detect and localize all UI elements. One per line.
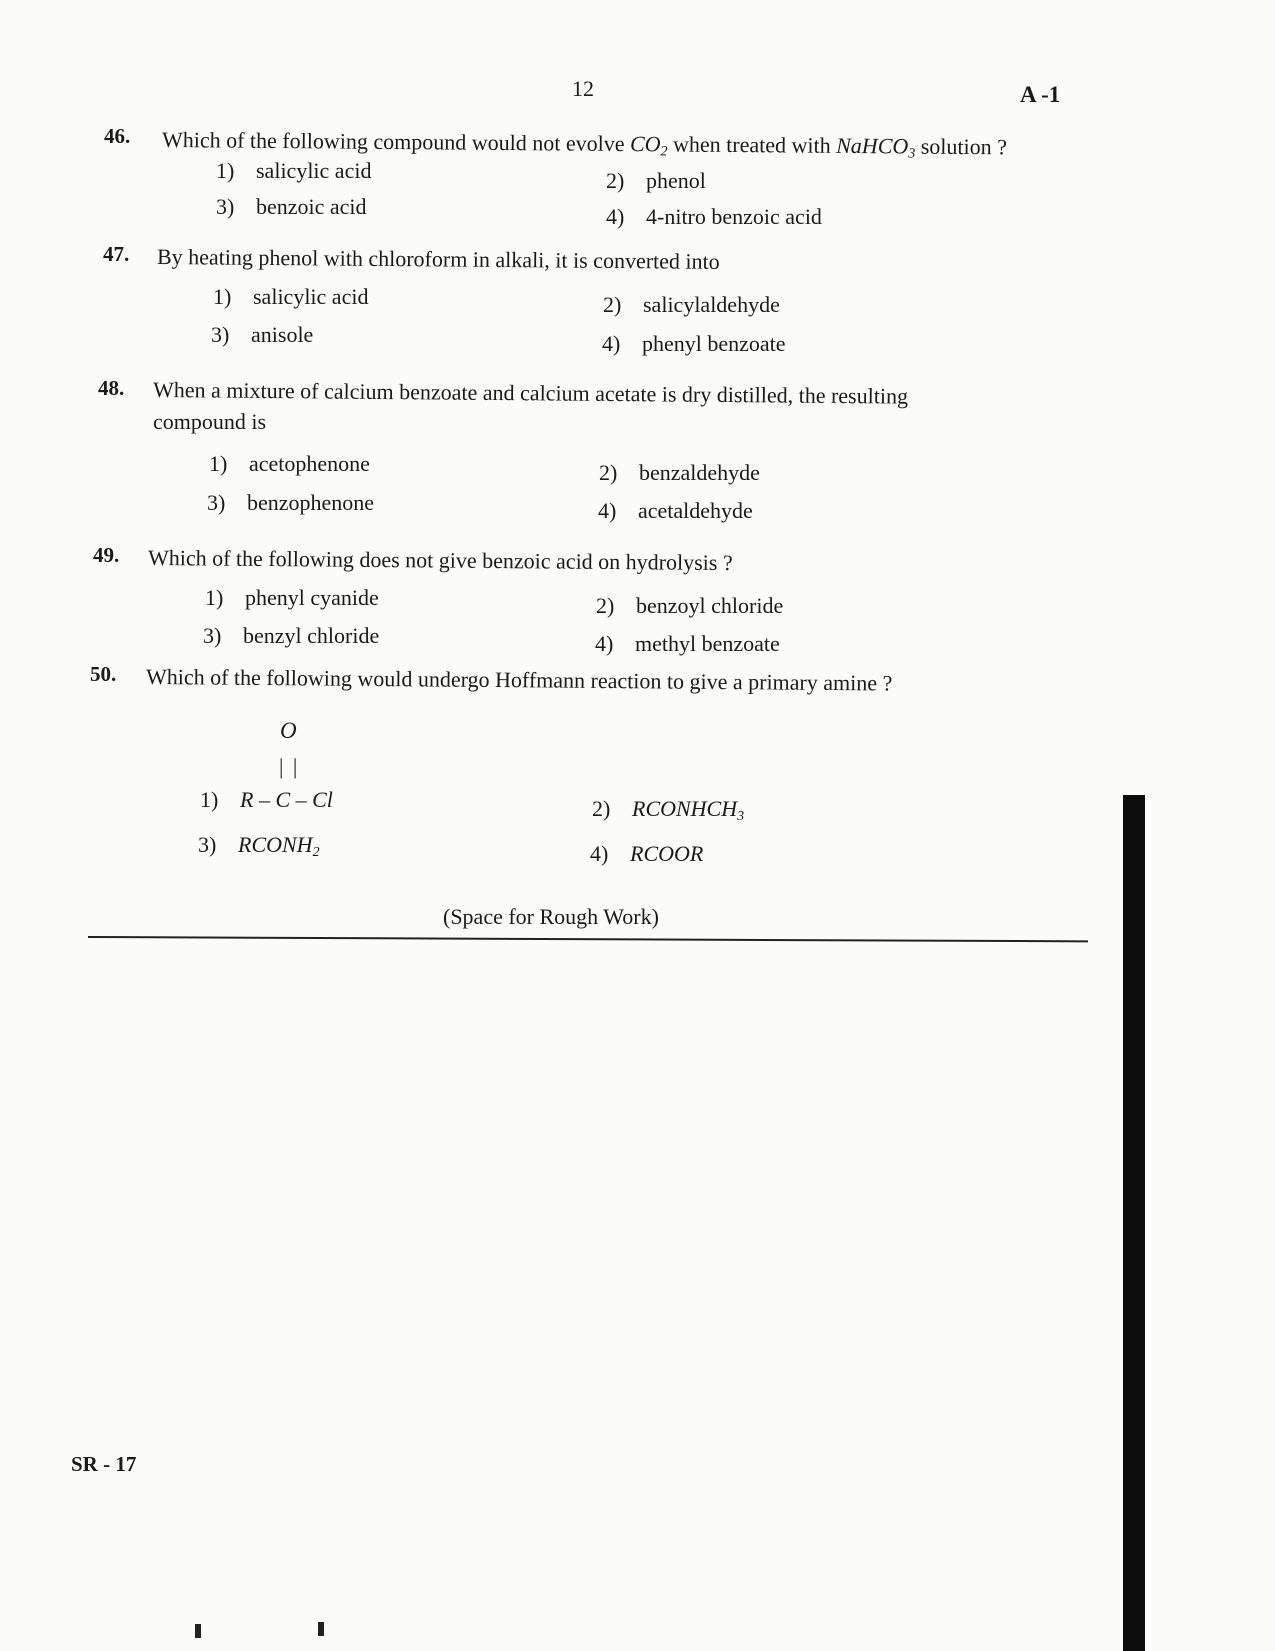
- page-number: 12: [572, 76, 594, 101]
- option: 2) $RCONHCH_3$: [592, 796, 745, 824]
- double-bond: | |: [279, 754, 300, 779]
- carbonyl-oxygen: O: [280, 718, 297, 743]
- footer-code: SR - 17: [71, 1452, 137, 1476]
- question-number: 50.: [90, 662, 117, 686]
- option: 3) $RCONH_2$: [198, 832, 320, 860]
- option: 1) acetophenone: [209, 451, 370, 476]
- option: 1) phenyl cyanide: [205, 585, 379, 610]
- scan-mark: [195, 1624, 201, 1638]
- option: 1) salicylic acid: [216, 158, 372, 183]
- option: 2) salicylaldehyde: [603, 292, 780, 317]
- option: 4) phenyl benzoate: [602, 331, 786, 356]
- question-number: 48.: [98, 376, 125, 400]
- option: 2) benzoyl chloride: [596, 593, 784, 618]
- question-text-line1: When a mixture of calcium benzoate and calcium acetate is dry distilled, the resulting: [152, 377, 909, 409]
- option: 3) benzophenone: [207, 490, 375, 515]
- option: 1) salicylic acid: [213, 284, 369, 309]
- option: 2) benzaldehyde: [599, 460, 760, 485]
- question-text: Which of the following would undergo Hoffmann reaction to give a primary amine ?: [145, 664, 893, 696]
- option: 2) phenol: [606, 168, 706, 193]
- option: 3) benzyl chloride: [203, 623, 380, 648]
- option: 3) anisole: [211, 322, 314, 347]
- scan-mark: [318, 1622, 324, 1636]
- scan-edge-bar: [1123, 795, 1145, 1651]
- rough-work-label: (Space for Rough Work): [443, 904, 659, 929]
- question-text: Which of the following does not give benzoic acid on hydrolysis ?: [147, 545, 733, 576]
- question-text-line2: compound is: [153, 409, 267, 434]
- question-number: 47.: [103, 242, 130, 266]
- question-text: By heating phenol with chloroform in alkali, it is converted into: [156, 244, 720, 274]
- option: 4) RCOOR: [590, 841, 704, 866]
- question-number: 46.: [104, 124, 131, 148]
- option: 3) benzoic acid: [216, 194, 367, 219]
- paper-code: A -1: [1020, 82, 1061, 107]
- question-number: 49.: [93, 543, 120, 567]
- option: 4) acetaldehyde: [598, 498, 753, 523]
- divider-rule: [88, 936, 1088, 942]
- option: 4) methyl benzoate: [595, 631, 780, 656]
- option: 4) 4-nitro benzoic acid: [606, 204, 822, 229]
- option: 1) R – C – Cl: [200, 787, 333, 812]
- question-text: Which of the following compound would not evolve $CO_2$ when treated with NaHCO$_3$ solution ?: [161, 127, 1008, 162]
